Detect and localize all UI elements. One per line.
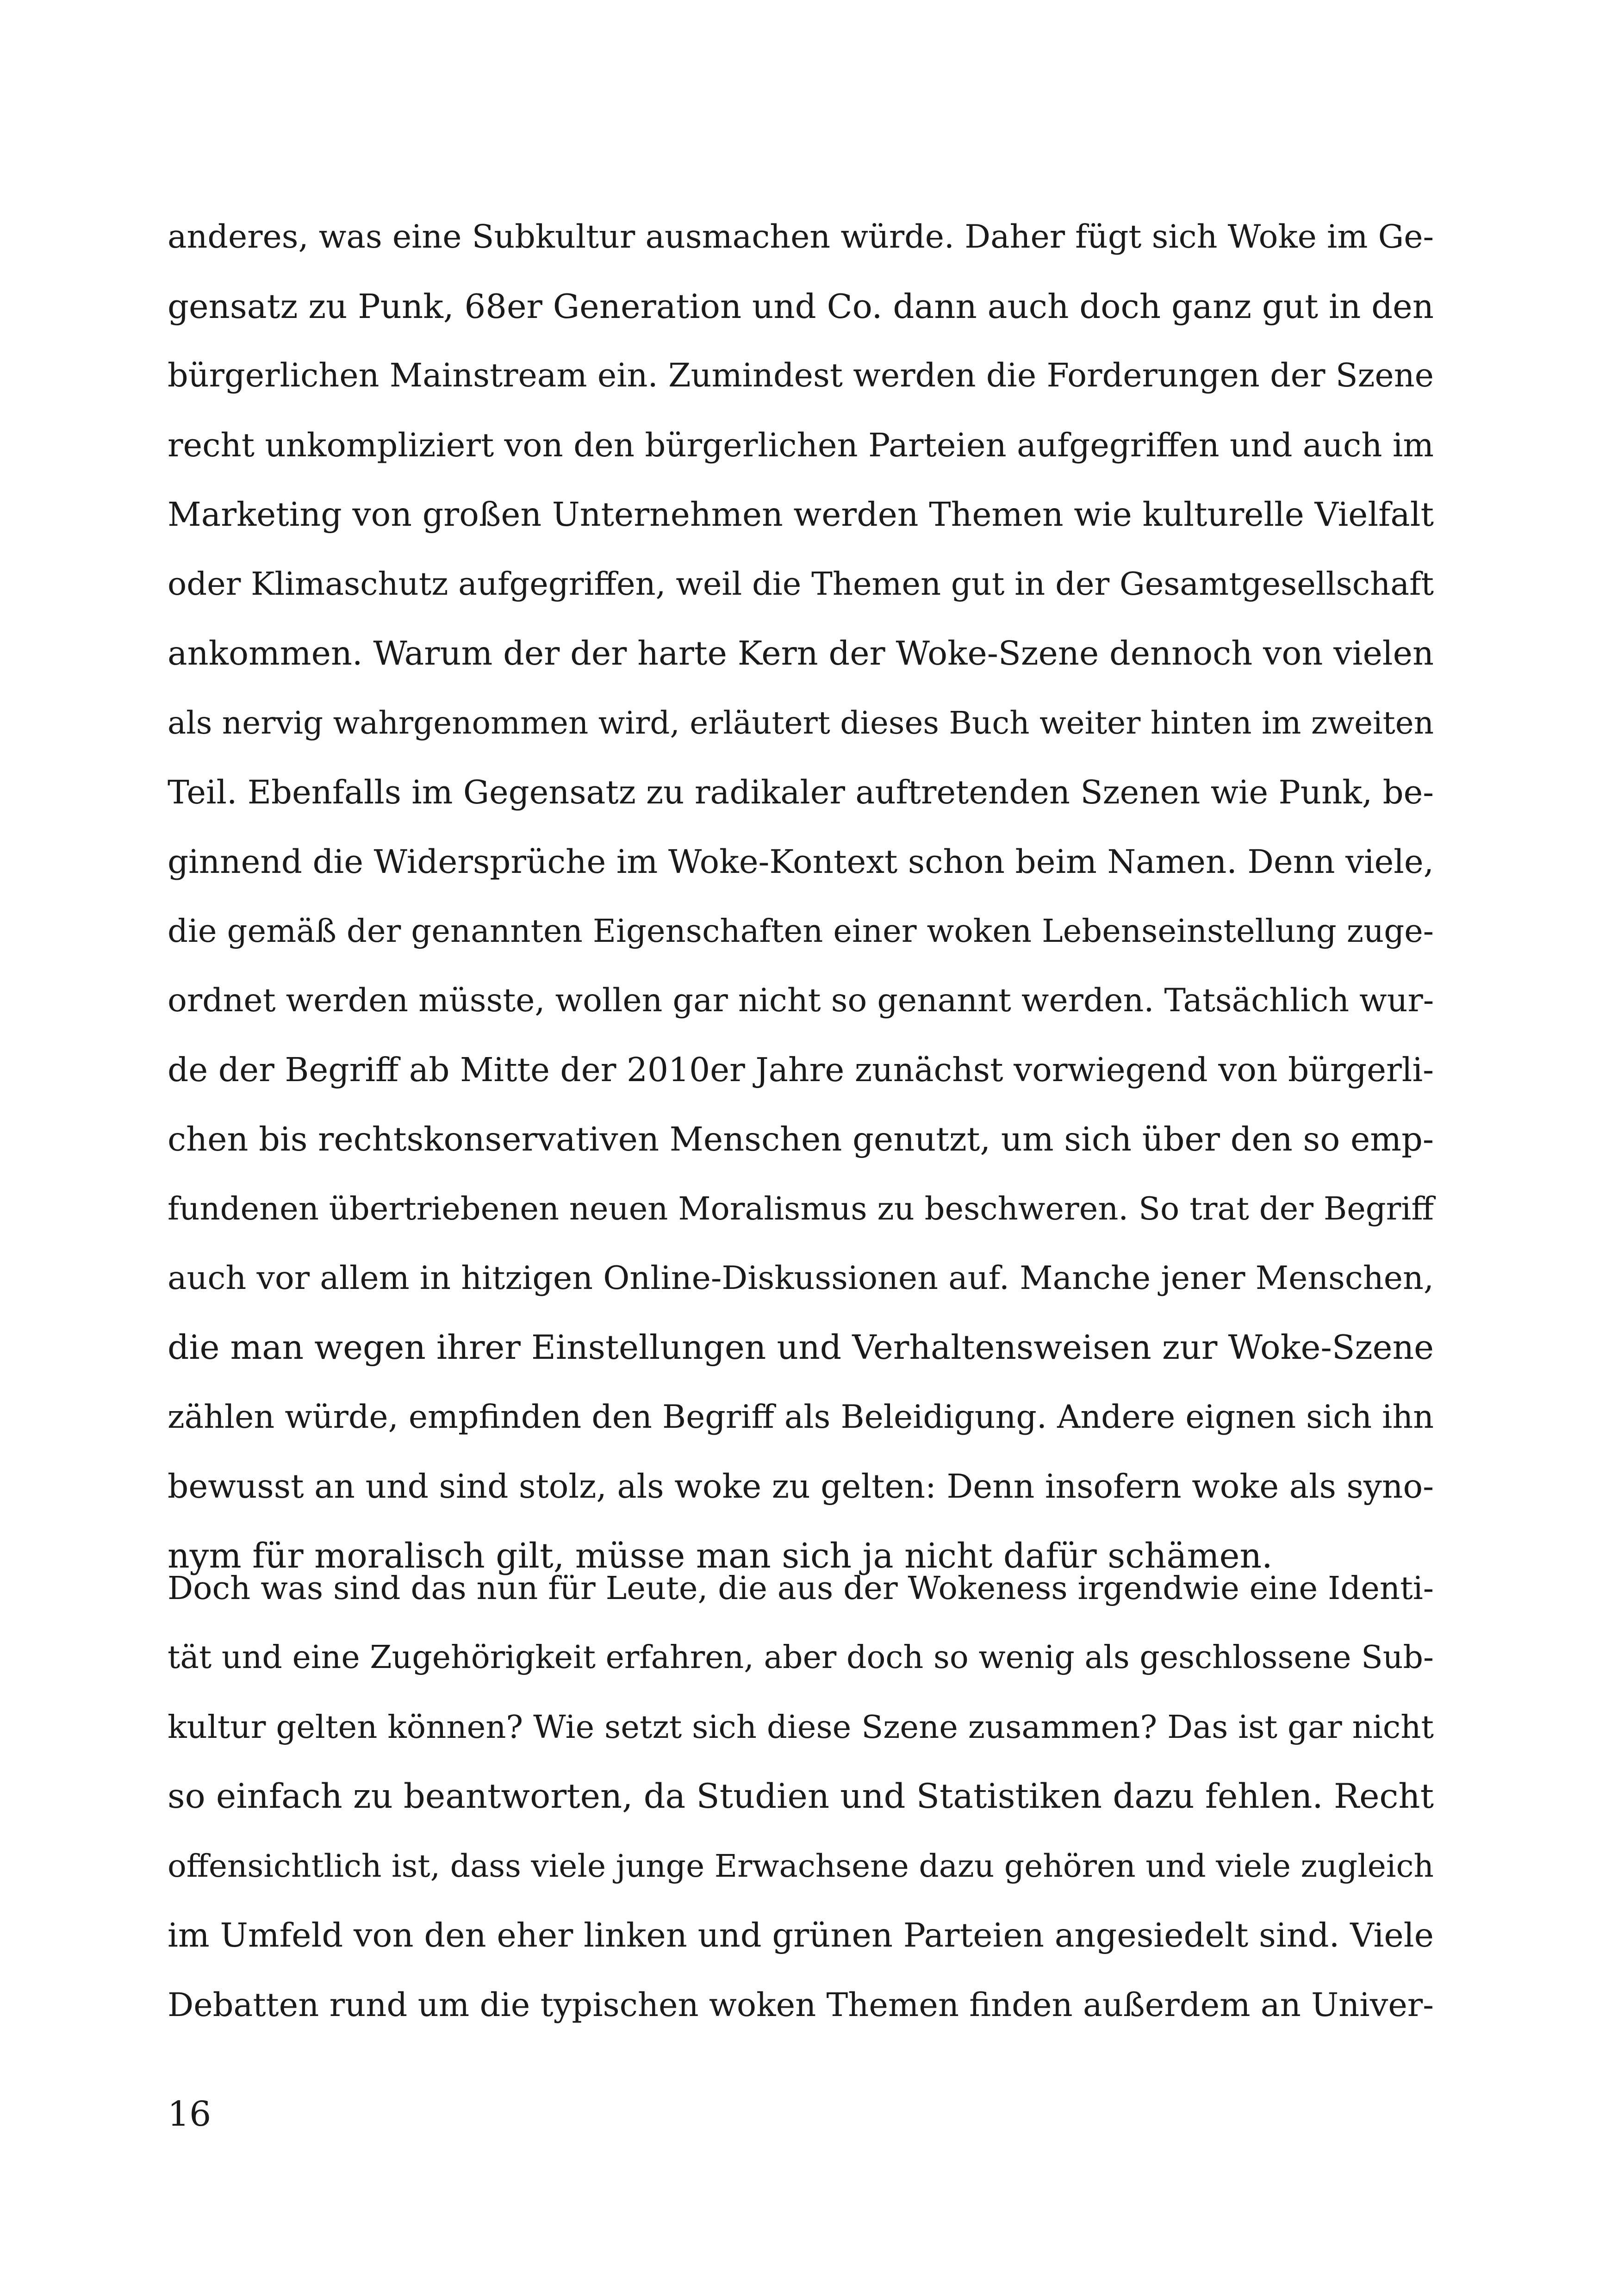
text-line: zählen würde, empfinden den Begriff als Beleidigung. Andere eignen sich ihn: [168, 1398, 1434, 1436]
text-line: im Umfeld von den eher linken und grünen Parteien angesiedelt sind. Viele: [168, 1916, 1434, 1954]
body-paragraph-1: [168, 202, 1434, 1591]
text-line: oder Klimaschutz aufgegriffen, weil die Themen gut in der Gesamtgesellschaft: [168, 566, 1434, 603]
text-line: offensichtlich ist, dass viele junge Erwachsene dazu gehören und viele zugleich: [168, 1848, 1434, 1884]
text-line: so einfach zu beantworten, da Studien und Statistiken dazu fehlen. Recht: [168, 1777, 1434, 1816]
text-line: ordnet werden müsste, wollen gar nicht so genannt werden. Tatsächlich wur-: [168, 982, 1434, 1019]
text-line: Debatten rund um die typischen woken Themen finden außerdem an Univer-: [168, 1986, 1434, 2024]
text-line: tät und eine Zugehörigkeit erfahren, aber doch so wenig als geschlossene Sub-: [168, 1639, 1434, 1676]
text-line: nym für moralisch gilt, müsse man sich ja nicht dafür schämen.: [168, 1536, 1273, 1576]
text-line: chen bis rechtskonservativen Menschen genutzt, um sich über den so emp-: [168, 1120, 1434, 1158]
text-line: fundenen übertriebenen neuen Moralismus zu beschweren. So trat der Begriff: [168, 1190, 1434, 1227]
text-line: bürgerlichen Mainstream ein. Zumindest werden die Forderungen der Szene: [168, 357, 1434, 394]
text-line: gensatz zu Punk, 68er Generation und Co. dann auch doch ganz gut in den: [168, 287, 1434, 326]
body-paragraph-2: [168, 1554, 1434, 2040]
text-line: de der Begriff ab Mitte der 2010er Jahre zunächst vorwiegend von bürgerli-: [168, 1051, 1434, 1089]
text-line: die gemäß der genannten Eigenschaften einer woken Lebenseinstellung zuge-: [168, 913, 1434, 950]
text-line: kultur gelten können? Wie setzt sich diese Szene zusammen? Das ist gar nicht: [168, 1709, 1434, 1746]
text-line: ginnend die Widersprüche im Woke-Kontext schon beim Namen. Denn viele,: [168, 843, 1434, 881]
text-line: anderes, was eine Subkultur ausmachen würde. Daher fügt sich Woke im Ge-: [168, 218, 1434, 255]
text-line: Marketing von großen Unternehmen werden Themen wie kulturelle Vielfalt: [168, 495, 1434, 534]
text-line: die man wegen ihrer Einstellungen und Verhaltensweisen zur Woke-Szene: [168, 1328, 1434, 1367]
text-line: Teil. Ebenfalls im Gegensatz zu radikaler auftretenden Szenen wie Punk, be-: [168, 773, 1434, 811]
text-line: bewusst an und sind stolz, als woke zu gelten: Denn insofern woke als syno-: [168, 1467, 1434, 1506]
page-number: 16: [168, 2094, 212, 2134]
text-line: auch vor allem in hitzigen Online-Diskussionen auf. Manche jener Menschen,: [168, 1259, 1434, 1297]
text-line: recht unkompliziert von den bürgerlichen Parteien aufgegriffen und auch im: [168, 426, 1434, 464]
text-line: als nervig wahrgenommen wird, erläutert dieses Buch weiter hinten im zweiten: [168, 704, 1434, 741]
text-line: Doch was sind das nun für Leute, die aus der Wokeness irgendwie eine Identi-: [168, 1570, 1434, 1607]
text-line: ankommen. Warum der der harte Kern der Woke-Szene dennoch von vielen: [168, 634, 1434, 672]
